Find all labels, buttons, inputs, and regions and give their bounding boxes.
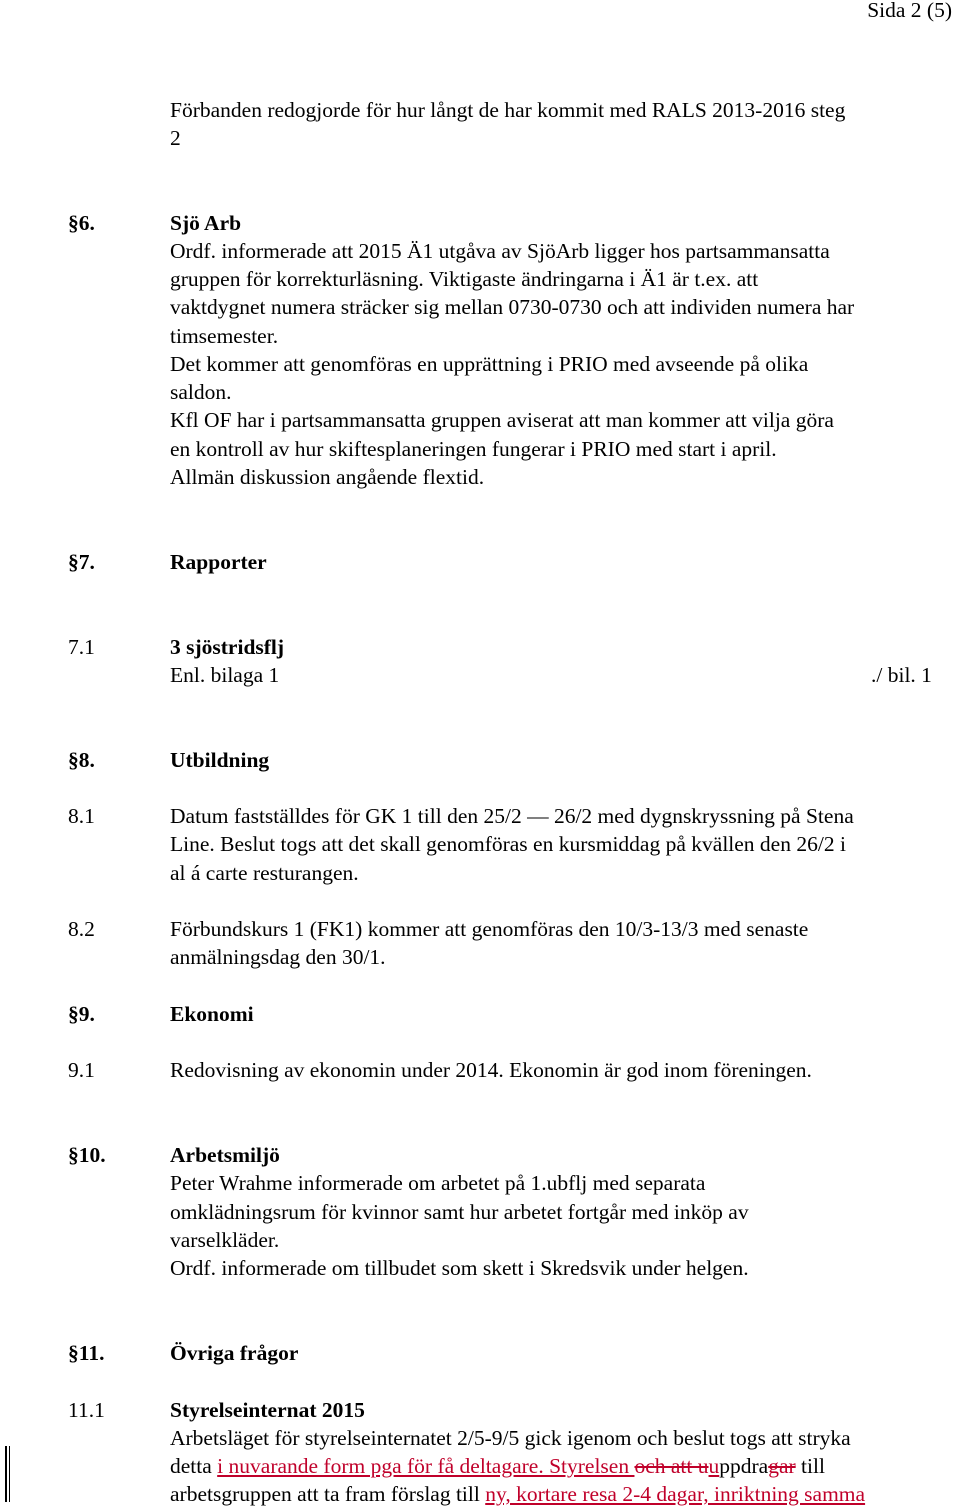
deleted-text: gar [768,1454,796,1478]
section-11-title: Övriga frågor [170,1341,299,1365]
inserted-text: ny, kortare resa 2-4 dagar, inriktning samma [485,1482,866,1506]
plain-text: ppdra [719,1454,769,1478]
section-10-title: Arbetsmiljö [170,1143,280,1167]
item-8-1-line: al á carte resturangen. [170,861,359,885]
item-7-1-title: 3 sjöstridsflj [170,635,285,659]
item-8-1-line: Line. Beslut togs att det skall genomföras en kursmiddag på kvällen den 26/2 i [170,832,846,856]
attachment-reference: ./ bil. 1 [871,663,932,687]
inserted-text: i nuvarande form pga för få deltagare. Styrelsen [217,1454,635,1478]
item-7-1-text: Enl. bilaga 1 [170,663,280,687]
plain-text: arbetsgruppen att ta fram förslag till [170,1482,486,1506]
section-6-line: Ordf. informerade att 2015 Ä1 utgåva av SjöArb ligger hos partsammansatta [170,239,830,263]
change-bar [5,1446,7,1502]
section-8-title: Utbildning [170,748,270,772]
inserted-text: u [708,1454,720,1478]
section-6-line: en kontroll av hur skiftesplaneringen fungerar i PRIO med start i april. [170,437,777,461]
section-11-number: §11. [68,1341,105,1365]
section-7-title: Rapporter [170,550,267,574]
change-bar [9,1446,10,1502]
item-11-1-line-3 [170,1480,960,1509]
intro-line-1: Förbanden redogjorde för hur långt de har kommit med RALS 2013-2016 steg [170,98,846,122]
intro-line-2: 2 [170,126,181,150]
section-6-line: Det kommer att genomföras en upprättning i PRIO med avseende på olika [170,352,809,376]
section-6-line: timsemester. [170,324,279,348]
item-11-1-line-2 [170,1452,960,1481]
section-6-title: Sjö Arb [170,211,242,235]
section-10-number: §10. [68,1143,106,1167]
section-10-line: Ordf. informerade om tillbudet som skett i Skredsvik under helgen. [170,1256,749,1280]
item-8-2-line: Förbundskurs 1 (FK1) kommer att genomföras den 10/3-13/3 med senaste [170,917,809,941]
item-11-1-title: Styrelseinternat 2015 [170,1398,365,1422]
section-10-line: Peter Wrahme informerade om arbetet på 1.ubflj med separata [170,1171,706,1195]
item-7-1-number: 7.1 [68,635,95,659]
plain-text: till [795,1454,825,1478]
section-6-line: gruppen för korrekturläsning. Viktigaste ändringarna i Ä1 är t.ex. att [170,267,759,291]
deleted-text: och att u [634,1454,709,1478]
section-8-number: §8. [68,748,95,772]
item-11-1-number: 11.1 [68,1398,105,1422]
item-8-1-line: Datum fastställdes för GK 1 till den 25/2 — 26/2 med dygnskryssning på Stena [170,804,854,828]
item-8-2-line: anmälningsdag den 30/1. [170,945,386,969]
section-10-line: varselkläder. [170,1228,280,1252]
section-6-number: §6. [68,211,95,235]
section-6-line: saldon. [170,380,232,404]
item-9-1-text: Redovisning av ekonomin under 2014. Ekonomin är god inom föreningen. [170,1058,812,1082]
section-9-title: Ekonomi [170,1002,254,1026]
section-6-line: vaktdygnet numera sträcker sig mellan 0730-0730 och att individen numera har [170,295,855,319]
section-6-line: Allmän diskussion angående flextid. [170,465,485,489]
item-9-1-number: 9.1 [68,1058,95,1082]
section-9-number: §9. [68,1002,95,1026]
item-8-1-number: 8.1 [68,804,95,828]
item-11-1-line-1: Arbetsläget för styrelseinternatet 2/5-9/5 gick igenom och beslut togs att stryka [170,1426,851,1450]
plain-text: detta [170,1454,218,1478]
section-7-number: §7. [68,550,95,574]
page-number: Sida 2 (5) [867,0,952,22]
item-8-2-number: 8.2 [68,917,95,941]
section-10-line: omklädningsrum för kvinnor samt hur arbetet fortgår med inköp av [170,1200,749,1224]
section-6-line: Kfl OF har i partsammansatta gruppen aviserat att man kommer att vilja göra [170,408,834,432]
